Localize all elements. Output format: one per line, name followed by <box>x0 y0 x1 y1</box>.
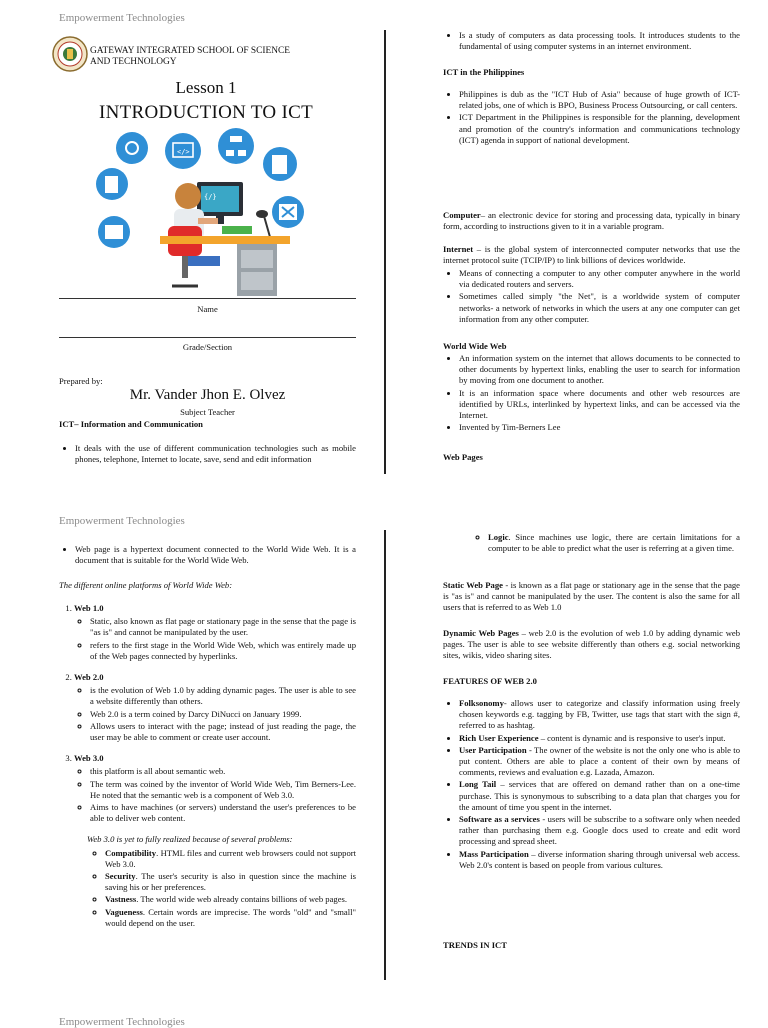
www-heading: World Wide Web <box>443 341 507 351</box>
ict-study-bullet: • Is a study of computers as data processing tools. It introduces students to the fundamental of using computer systems in an internet environment. <box>459 30 740 52</box>
web30-item: ◦ Aims to have machines (or servers) understand the user's preferences to be able to deliver web content. <box>90 802 356 824</box>
computer-definition: Computer– an electronic device for storing and processing data, typically in binary form, according to instructions given to it in a variable program. <box>443 210 740 232</box>
web-page-intro: • Web page is a hypertext document connected to the World Wide Web. It is a document that is suitable for the World Wide Web. <box>75 544 356 566</box>
www-bullet-3: • Invented by Tim-Berners Lee <box>459 422 740 433</box>
code-screen-icon <box>165 133 201 169</box>
features-heading: FEATURES OF WEB 2.0 <box>443 676 537 686</box>
problems-intro: Web 3.0 is yet to fully realized because of several problems: <box>87 834 293 845</box>
lesson-title: INTRODUCTION TO ICT <box>99 102 313 123</box>
feature-item: • Software as a services - users will be subscribe to a software only when needed rather than purchasing them e.g. Google docs used to create and edit word processing and spread sheet. <box>459 814 740 848</box>
web30-item: ◦ this platform is all about semantic web. <box>90 766 356 777</box>
grade-section-label: Grade/Section <box>182 342 233 352</box>
document-icon <box>263 147 297 181</box>
ict-definition-bullet: • It deals with the use of different communication technologies such as mobile phones, telephone, Internet to locate, save, send and edit information <box>75 443 356 465</box>
tools-icon <box>272 196 304 228</box>
internet-bullet-2: • Sometimes called simply "the Net", is a worldwide system of computer networks- a network of networks in which the users at any one computer can get information from any other computer. <box>459 291 740 325</box>
problem-item: ◦ Compatibility. HTML files and current web browsers could not support Web 3.0. <box>105 848 356 870</box>
running-header: Empowerment Technologies <box>59 12 185 24</box>
teacher-role: Subject Teacher <box>180 407 235 417</box>
web20-title: Web 2.0 <box>74 672 104 683</box>
static-web-page-definition: Static Web Page - is known as a flat page or stationary age in the sense that the page is "as is" and cannot be manipulated by the user. The content is also the same for all users that is referred to as Web 1.0 <box>443 580 740 613</box>
running-header-2: Empowerment Technologies <box>59 515 185 527</box>
school-name-line-2: AND TECHNOLOGY <box>90 57 177 67</box>
svg-text:{/}: {/} <box>204 193 217 201</box>
feature-item: • Folksonomy- allows user to categorize and classify information using freely chosen keywords e.g. tagging by FB, Twitter, use tags that start with the sign #, referred to as hashtag. <box>459 698 740 732</box>
school-seal-logo <box>52 36 88 72</box>
feature-item: • User Participation - The owner of the website is not the only one who is able to put content. Others are able to place a content of their own by means of comments, reviews and evaluation e.g. Lazada, Amazon. <box>459 745 740 779</box>
internet-definition: Internet – is the global system of interconnected computer networks that use the internet protocol suite (TCIP/IP) to link billions of devices worldwide. <box>443 244 740 266</box>
name-label: Name <box>197 304 218 314</box>
logic-item: ◦ Logic. Since machines use logic, there are certain limitations for a computer to be able to predict what the user is referring at a given time. <box>488 532 740 554</box>
web20-item: ◦ is the evolution of Web 1.0 by adding dynamic pages. The user is able to see a website differently than others. <box>90 685 356 707</box>
web-pages-heading: Web Pages <box>443 452 483 462</box>
problem-item: ◦ Vagueness. Certain words are imprecise. The words "old" and "small" would depend on the user. <box>105 907 356 929</box>
web20-item: ◦ Allows users to interact with the page; instead of just reading the page, the user may be able to comment or create user account. <box>90 721 356 743</box>
running-header-3: Empowerment Technologies <box>59 1016 185 1028</box>
ict-philippines-heading: ICT in the Philippines <box>443 67 525 77</box>
svg-text:</>: </> <box>177 148 190 156</box>
column-divider-top <box>384 30 386 474</box>
browser-icon <box>98 216 130 248</box>
gear-cloud-icon <box>116 132 148 164</box>
trends-heading: TRENDS IN ICT <box>443 940 507 950</box>
ict-illustration <box>92 126 307 300</box>
column-divider-bottom <box>384 530 386 980</box>
dynamic-web-page-definition: Dynamic Web Pages – web 2.0 is the evolution of web 1.0 by adding dynamic web pages. The user is able to see website differently than others e.g. social networking sites, wikis, video sharing sites. <box>443 628 741 661</box>
flowchart-icon <box>218 128 254 164</box>
web20-item: ◦ Web 2.0 is a term coined by Darcy DiNucci on January 1999. <box>90 709 356 720</box>
grade-section-line <box>59 337 356 338</box>
document-list-icon <box>96 168 128 200</box>
prepared-by-label: Prepared by: <box>59 376 103 386</box>
problem-item: ◦ Security. The user's security is also in question since the machine is saving his or her preferences. <box>105 871 356 893</box>
feature-item: • Rich User Experience – content is dynamic and is responsive to user's input. <box>459 733 740 744</box>
web-platform-list <box>59 603 356 930</box>
ph-bullet-2: • ICT Department in the Philippines is responsible for the planning, development and promotion of the country's information and communications technology (ICT) agenda in support of national development. <box>459 112 740 146</box>
ict-heading: ICT– Information and Communication <box>59 419 203 429</box>
problem-item: ◦ Vastness. The world wide web already contains billions of web pages. <box>105 894 356 905</box>
ph-bullet-1: • Philippines is dub as the "ICT Hub of Asia" because of huge growth of ICT-related jobs, one of which is BPO, Business Process Outsourcing, or call centers. <box>459 89 740 111</box>
web10-title: Web 1.0 <box>74 603 104 613</box>
web30-item: ◦ The term was coined by the inventor of World Wide Web, Tim Berners-Lee. He noted that the semantic web is a component of Web 3.0. <box>90 779 356 801</box>
feature-item: • Mass Participation – diverse information sharing through universal web access. Web 2.0's content is based on people from various cultures. <box>459 849 740 871</box>
feature-item: • Long Tail – services that are offered on demand rather than on a one-time purchase. This is synonymous to subscribing to a data plan that charges you for the amount of time you spent in the internet. <box>459 779 740 813</box>
web30-title: Web 3.0 <box>74 753 104 764</box>
www-bullet-1: • An information system on the internet that allows documents to be connected to other documents by hypertext links, enabling the user to search for information by moving from one document to another. <box>459 353 740 387</box>
internet-bullet-1: • Means of connecting a computer to any other computer anywhere in the world via dedicated routers and servers. <box>459 268 740 290</box>
name-line <box>59 298 356 299</box>
lesson-number: Lesson 1 <box>175 78 237 97</box>
web10-item: ◦ refers to the first stage in the World Wide Web, which was entirely made up of the Web pages connected by hyperlinks. <box>90 640 356 662</box>
platforms-heading: The different online platforms of World Wide Web: <box>59 580 233 590</box>
teacher-name: Mr. Vander Jhon E. Olvez <box>129 387 286 403</box>
web10-item: ◦ Static, also known as flat page or stationary page in the sense that the page is "as is" and cannot be manipulated by the user. <box>90 616 356 638</box>
www-bullet-2: • It is an information space where documents and other web resources are identified by URLs, interlinked by hypertext links, and can be accessed via the Internet. <box>459 388 740 422</box>
school-name-line-1: GATEWAY INTEGRATED SCHOOL OF SCIENCE <box>90 46 290 56</box>
